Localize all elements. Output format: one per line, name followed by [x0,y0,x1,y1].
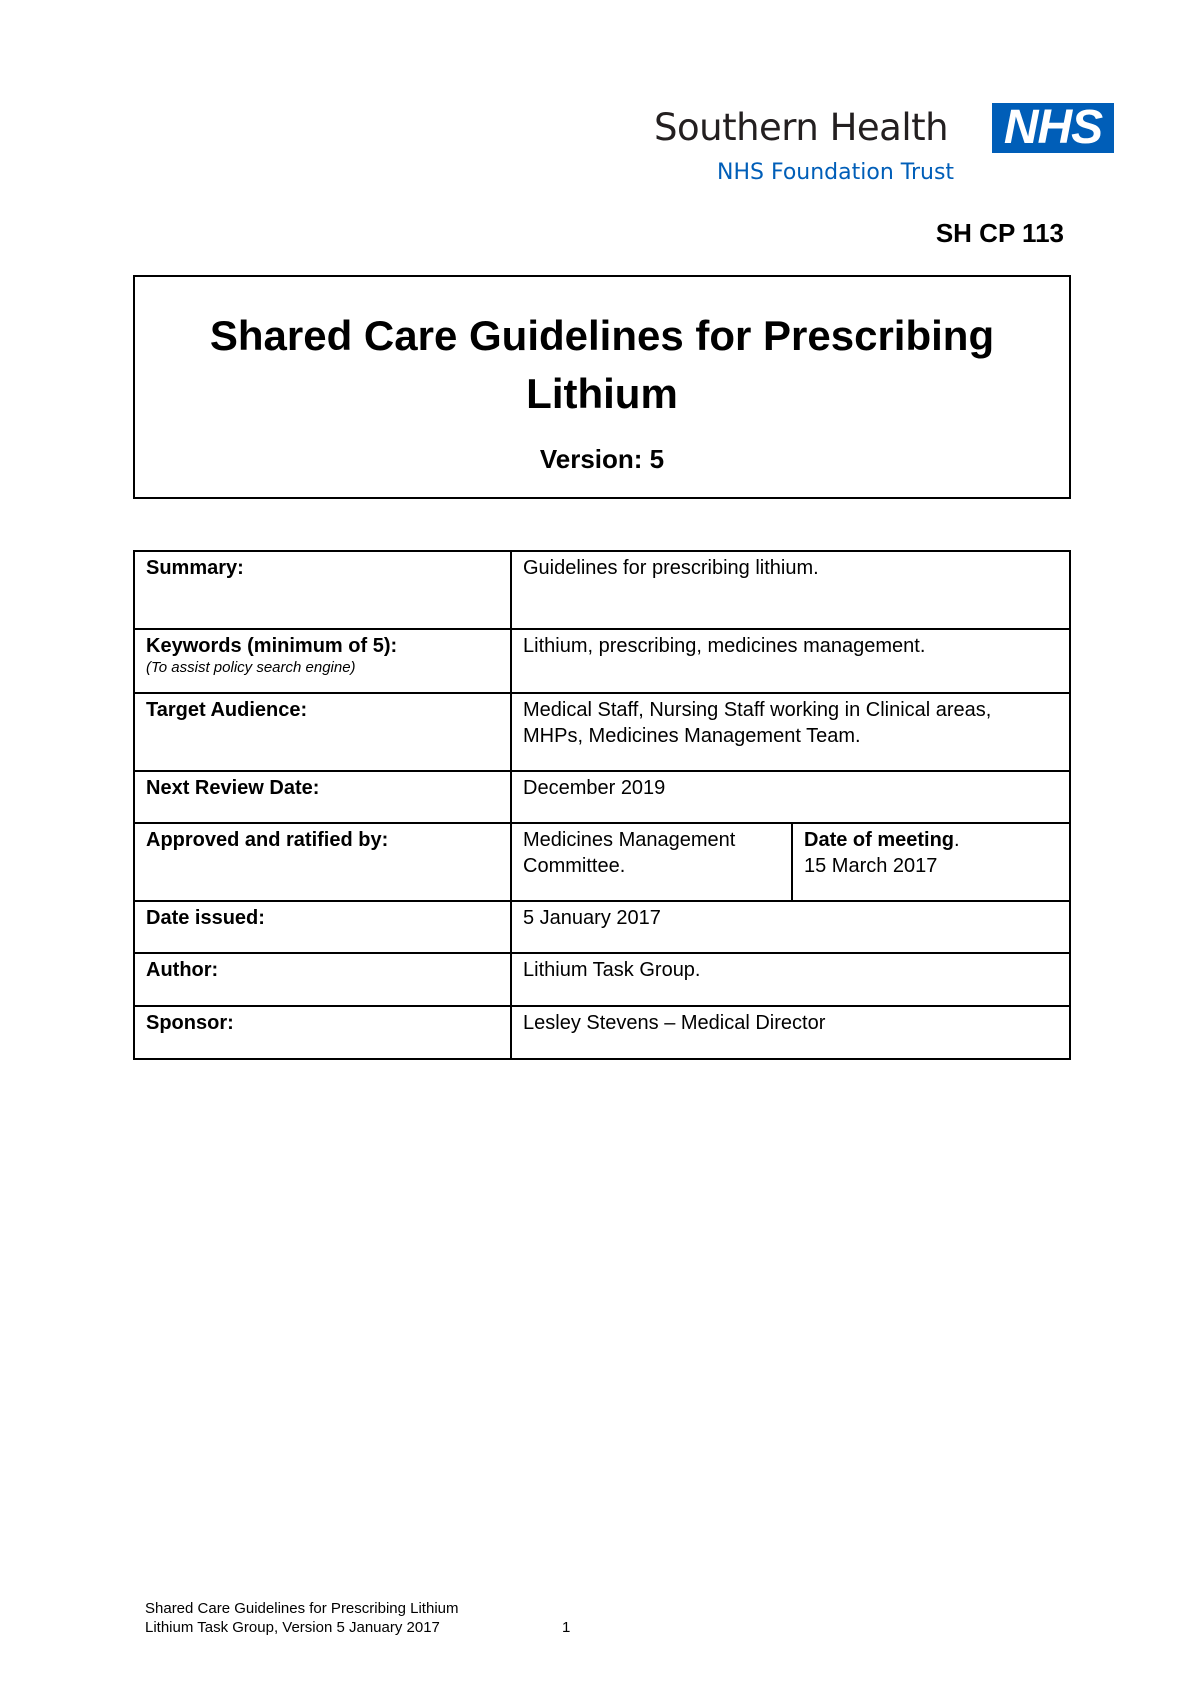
target-audience-value [511,693,1070,771]
trust-logo [654,98,1114,198]
target-audience-line-2: MHPs, Medicines Management Team. [523,725,861,747]
summary-label: Summary: [134,551,511,629]
logo-trust-name: NHS Foundation Trust [717,160,955,185]
document-info-table [133,550,1071,1060]
document-code: SH CP 113 [935,218,1064,248]
table-row-keywords [134,629,1070,693]
sponsor-label: Sponsor: [134,1006,511,1059]
keywords-note: (To assist policy search engine) [146,659,356,676]
footer-line-1: Shared Care Guidelines for Prescribing Lithium [145,1600,459,1617]
sponsor-value: Lesley Stevens – Medical Director [511,1006,1070,1059]
date-issued-label: Date issued: [134,901,511,953]
table-row-sponsor [134,1006,1070,1059]
approved-label: Approved and ratified by: [134,823,511,901]
approved-value-line-1: Medicines Management [523,829,736,851]
table-row-summary [134,551,1070,629]
author-value: Lithium Task Group. [511,953,1070,1006]
table-row-approved [134,823,1070,901]
table-row-target-audience [134,693,1070,771]
approved-value [511,823,792,901]
document-title [135,307,1069,423]
page-number: 1 [562,1619,571,1636]
keywords-label: Keywords (minimum of 5): [146,635,398,657]
title-line-2: Lithium [526,370,678,417]
nhs-logo-text: NHS [1003,101,1103,154]
page-footer [145,1599,458,1637]
author-label: Author: [134,953,511,1006]
title-box [133,275,1071,499]
summary-value: Guidelines for prescribing lithium. [511,551,1070,629]
meeting-cell [792,823,1070,901]
document-version: Version: 5 [539,444,665,474]
meeting-label-line [804,827,1059,853]
table-row-next-review [134,771,1070,823]
next-review-label: Next Review Date: [134,771,511,823]
table-row-author [134,953,1070,1006]
meeting-label: Date of meeting [804,829,955,851]
footer-line-2: Lithium Task Group, Version 5 January 2017 [145,1619,440,1636]
date-issued-value: 5 January 2017 [511,901,1070,953]
title-line-1: Shared Care Guidelines for Prescribing [209,312,995,359]
approved-value-line-2: Committee. [523,855,626,877]
nhs-logo-icon [992,103,1114,153]
table-row-date-issued [134,901,1070,953]
keywords-value: Lithium, prescribing, medicines management. [511,629,1070,693]
target-audience-line-1: Medical Staff, Nursing Staff working in Clinical areas, [523,699,992,721]
meeting-date: 15 March 2017 [804,855,938,877]
target-audience-label: Target Audience: [134,693,511,771]
meeting-label-punctuation: . [954,829,960,851]
keywords-cell [134,629,511,693]
next-review-value: December 2019 [511,771,1070,823]
logo-organisation-name: Southern Health [654,106,949,149]
